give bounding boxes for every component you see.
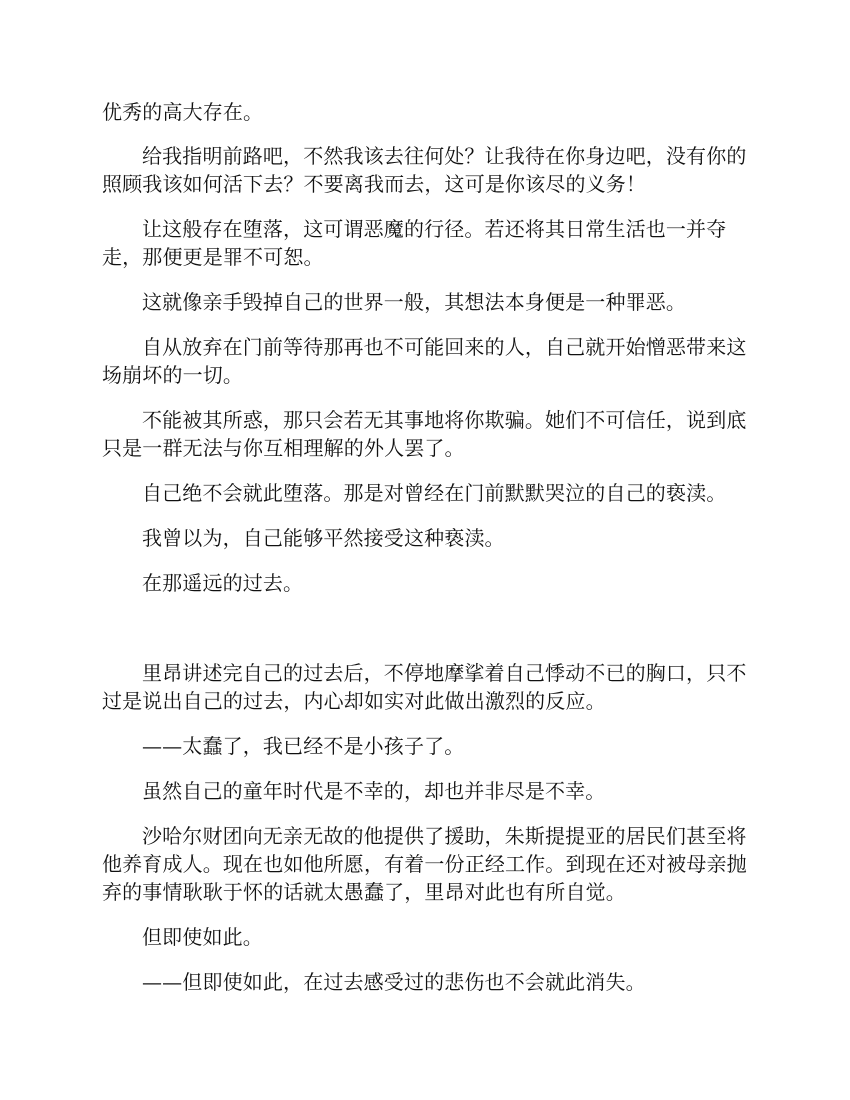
paragraph-5: 自从放弃在门前等待那再也不可能回来的人，自己就开始憎恶带来这场崩坏的一切。 (102, 335, 747, 387)
paragraph-8: 我曾以为，自己能够平然接受这种亵渎。 (142, 526, 505, 550)
document-page (102, 98, 752, 996)
paragraph-1: 优秀的高大存在。 (102, 100, 264, 124)
paragraph-13: 沙哈尔财团向无亲无故的他提供了援助，朱斯提提亚的居民们甚至将他养育成人。现在也如他所愿，有着一份正经工作。到现在还对被母亲抛弃的事情耿耿于怀的话就太愚蠢了，里昂对此也有所自觉。 (102, 824, 747, 904)
paragraph-10: 里昂讲述完自己的过去后，不停地摩挲着自己悸动不已的胸口，只不过是说出自己的过去，内心却如实对此做出激烈的反应。 (102, 661, 747, 713)
paragraph-2: 给我指明前路吧，不然我该去往何处？让我待在你身边吧，没有你的照顾我该如何活下去？不要离我而去，这可是你该尽的义务！ (102, 144, 747, 196)
paragraph-15: ——但即使如此，在过去感受过的悲伤也不会就此消失。 (142, 970, 646, 994)
paragraph-11: ——太蠢了，我已经不是小孩子了。 (142, 734, 465, 758)
paragraph-4: 这就像亲手毁掉自己的世界一般，其想法本身便是一种罪恶。 (142, 290, 687, 314)
paragraph-3: 让这般存在堕落，这可谓恶魔的行径。若还将其日常生活也一并夺走，那便更是罪不可恕。 (102, 217, 727, 269)
paragraph-14: 但即使如此。 (142, 925, 263, 949)
paragraph-7: 自己绝不会就此堕落。那是对曾经在门前默默哭泣的自己的亵渎。 (142, 481, 727, 505)
paragraph-12: 虽然自己的童年时代是不幸的，却也并非尽是不幸。 (142, 779, 606, 803)
paragraph-9: 在那遥远的过去。 (142, 571, 304, 595)
paragraph-6: 不能被其所惑，那只会若无其事地将你欺骗。她们不可信任，说到底只是一群无法与你互相理解的外人罢了。 (102, 408, 747, 460)
